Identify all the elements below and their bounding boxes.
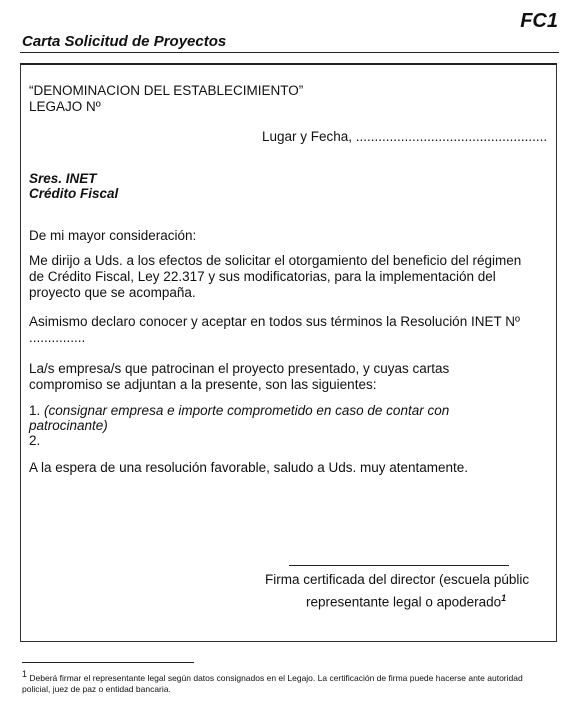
legajo-label: LEGAJO Nº	[29, 99, 101, 114]
recipient-department: Crédito Fiscal	[29, 186, 119, 201]
closing: A la espera de una resolución favorable, saludo a Uds. muy atentamente.	[29, 460, 469, 475]
body-paragraph-3-line-1: La/s empresa/s que patrocinan el proyecto presentado, y cuyas cartas	[29, 361, 450, 376]
title-rule	[20, 52, 559, 53]
footnote-text: Deberá firmar el representante legal según datos consignados en el Legajo. La certificación de firma puede hacerse ante autoridad policial, juez de paz o entidad bancaria.	[22, 672, 523, 694]
body-paragraph-2-line-1: Asimismo declaro conocer y aceptar en todos sus términos la Resolución INET Nº	[29, 314, 520, 329]
sponsor-item-1	[29, 403, 449, 419]
letter-frame	[20, 63, 557, 642]
footnote-mark: 1	[22, 669, 28, 679]
greeting: De mi mayor consideración:	[29, 228, 197, 243]
footnote-rule	[22, 662, 194, 663]
footnote-reference: 1	[501, 593, 507, 603]
signature-caption-line-2	[306, 590, 506, 611]
sponsor-item-1-instruction: (consignar empresa e importe comprometido en caso de contar con	[44, 403, 450, 418]
signature-caption-line-1: Firma certificada del director (escuela públic	[265, 572, 530, 587]
body-paragraph-1-line-1: Me dirijo a Uds. a los efectos de solicitar el otorgamiento del beneficio del régimen	[29, 253, 522, 268]
body-paragraph-1-line-2: de Crédito Fiscal, Ley 22.317 y sus modificatorias, para la implementación del	[29, 269, 496, 284]
sponsor-item-1-number: 1.	[29, 403, 45, 418]
signature-line	[289, 565, 509, 566]
signature-caption-text: representante legal o apoderado	[306, 594, 502, 610]
footnote	[22, 669, 552, 695]
sponsor-item-1-instruction-cont: patrocinante)	[29, 418, 108, 433]
place-date: Lugar y Fecha, ...................................................	[262, 129, 548, 144]
body-paragraph-1-line-3: proyecto que se acompaña.	[29, 285, 196, 300]
body-paragraph-3-line-2: compromiso se adjuntan a la presente, son las siguientes:	[29, 377, 377, 392]
recipient-name: Sres. INET	[29, 171, 97, 186]
form-code: FC1	[520, 10, 558, 32]
resolution-number-blank: ...............	[29, 330, 86, 345]
document-title: Carta Solicitud de Proyectos	[22, 33, 227, 50]
sponsor-item-2: 2.	[29, 433, 41, 448]
establishment-name: “DENOMINACION DEL ESTABLECIMIENTO”	[29, 83, 304, 98]
